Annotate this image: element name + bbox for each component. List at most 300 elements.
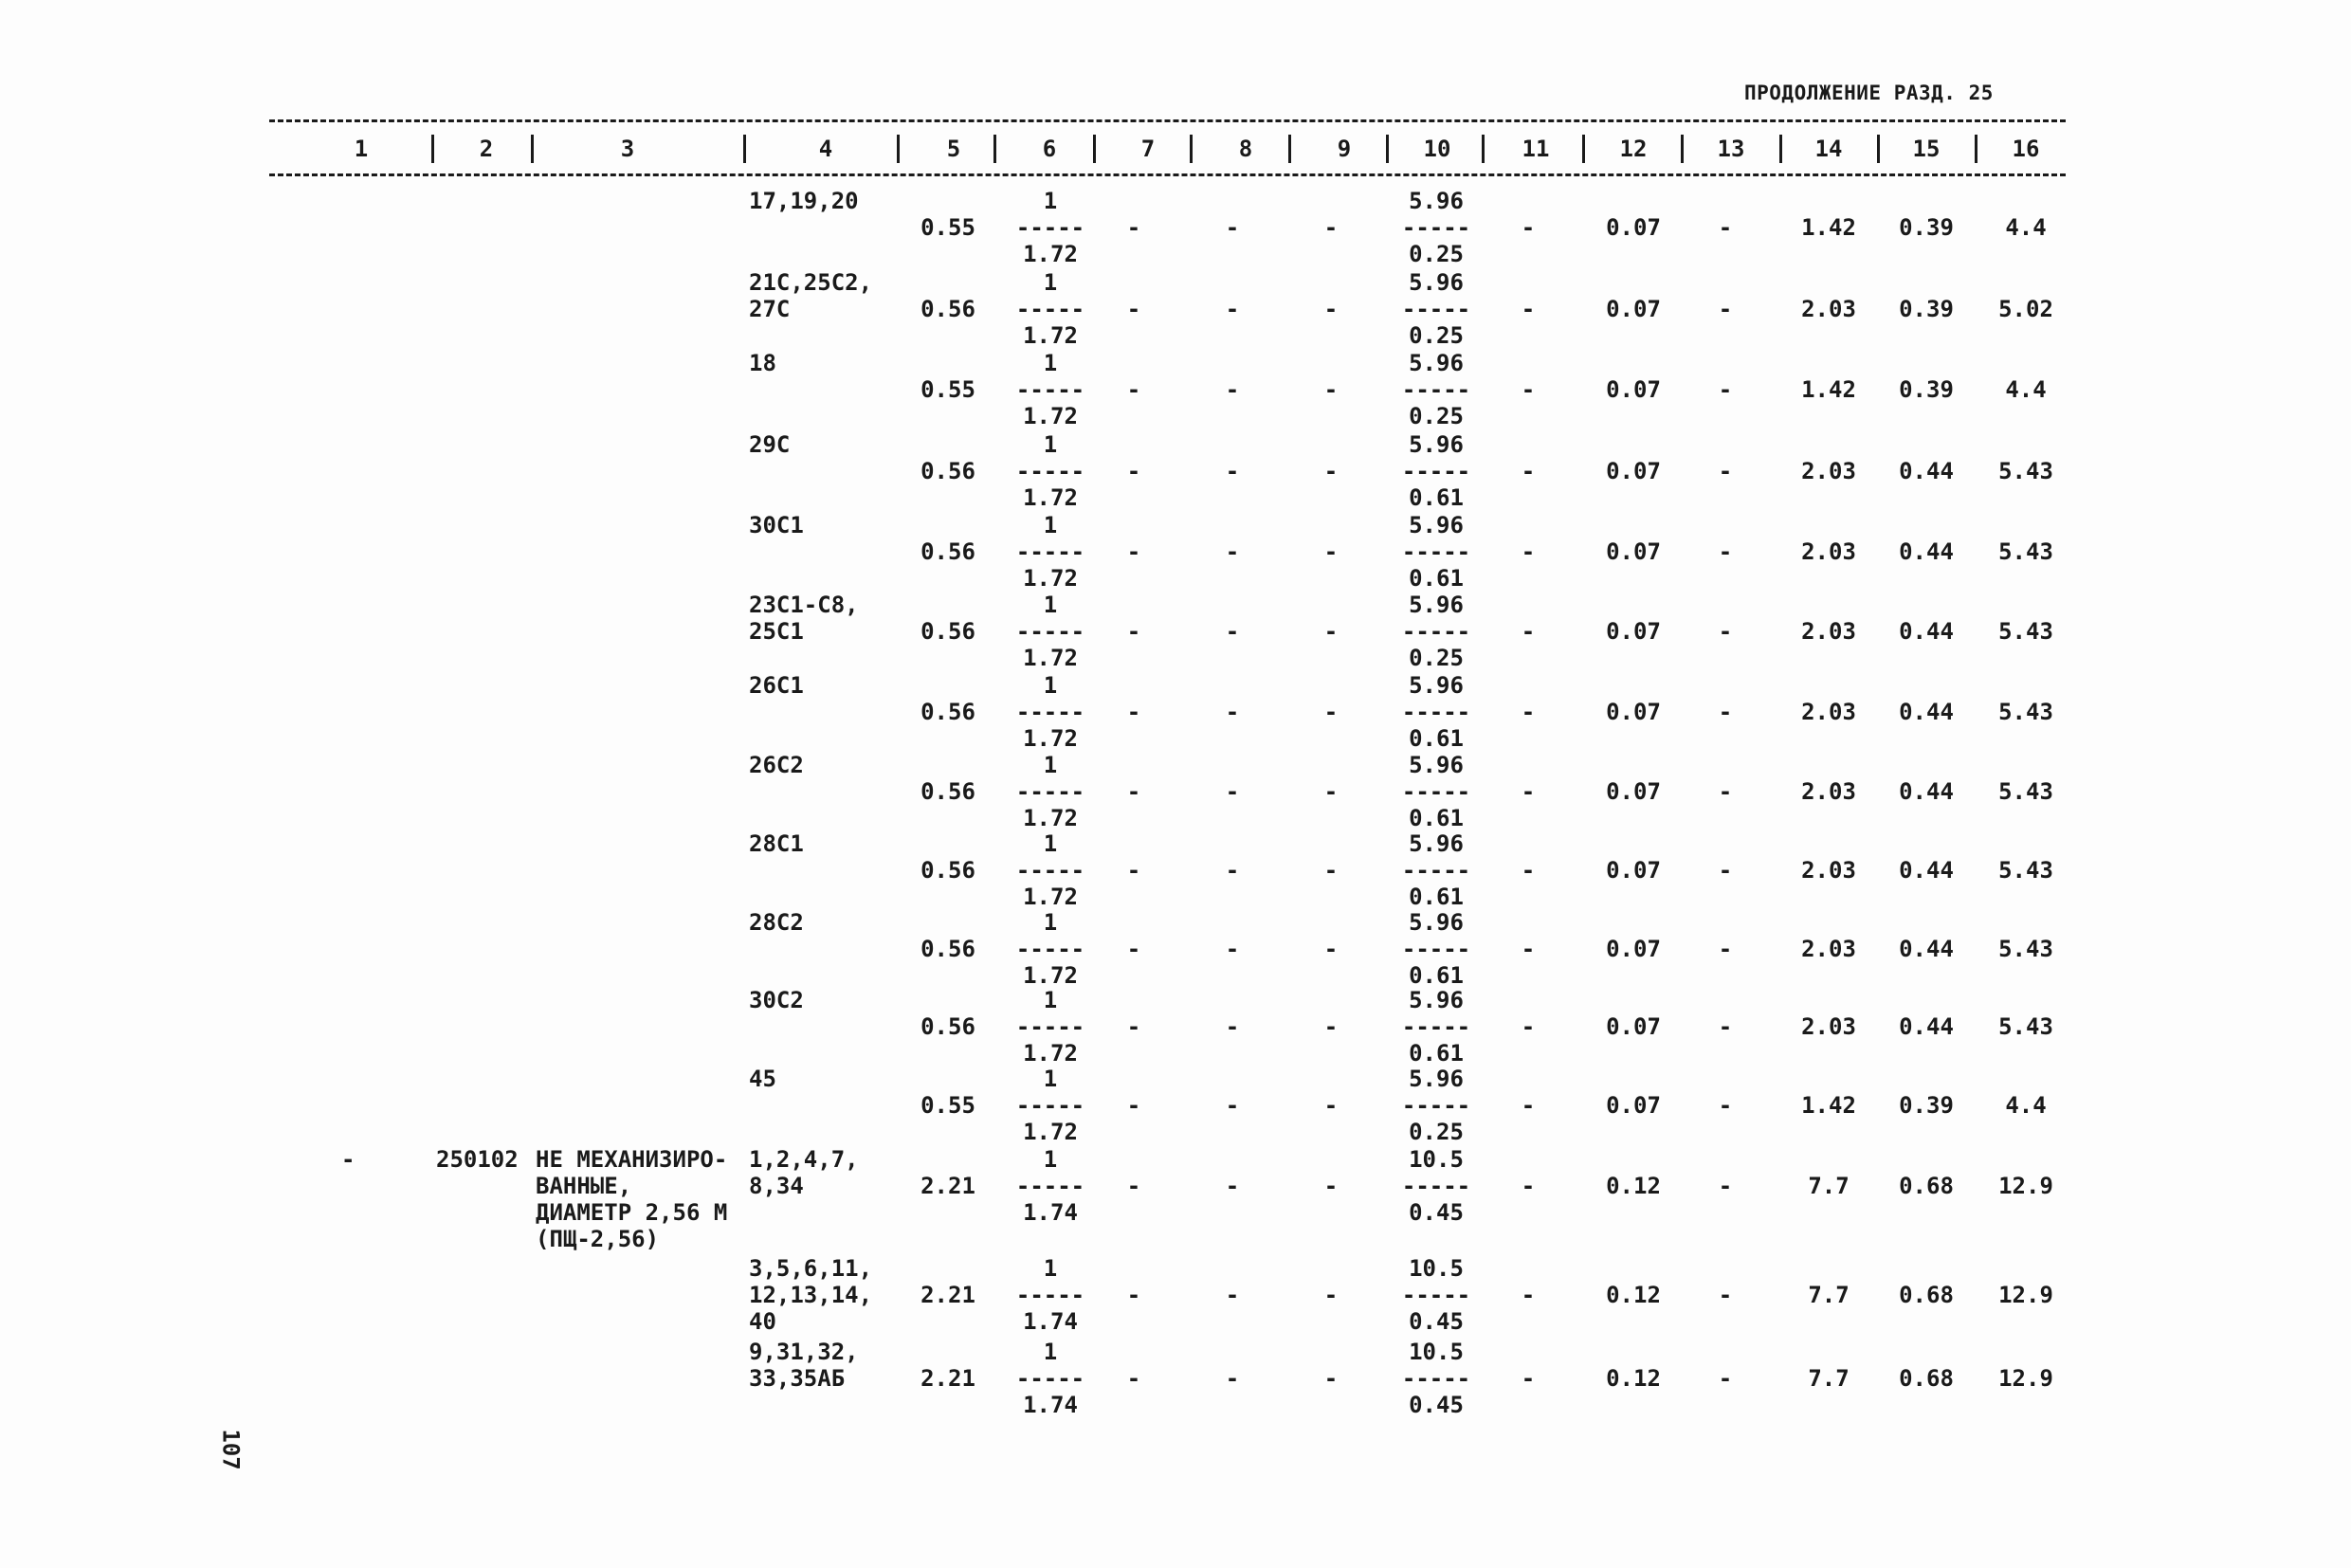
cell-col6-numerator: 1	[1043, 1066, 1058, 1092]
cell-col7: -	[1126, 376, 1141, 403]
cell-col12: 0.12	[1606, 1365, 1661, 1392]
cell-col12: 0.07	[1606, 699, 1661, 725]
cell-col4-line: 21С,25С2,	[749, 269, 873, 296]
cell-col13: -	[1718, 214, 1733, 241]
column-separator	[1190, 135, 1193, 163]
cell-col15: 0.44	[1899, 458, 1954, 484]
cell-col16: 4.4	[2005, 376, 2047, 403]
cell-col16: 5.02	[1998, 296, 2053, 322]
cell-col6-bar: -----	[1015, 1173, 1085, 1199]
column-header-11: 11	[1522, 136, 1550, 162]
cell-col6-numerator: 1	[1043, 830, 1058, 857]
cell-col12: 0.07	[1606, 857, 1661, 884]
cell-col7: -	[1126, 214, 1141, 241]
cell-col10-numerator: 5.96	[1409, 830, 1464, 857]
cell-col4-line: 1,2,4,7,	[749, 1146, 859, 1173]
cell-col14: 7.7	[1808, 1173, 1850, 1199]
cell-col15: 0.68	[1899, 1173, 1954, 1199]
cell-col10-numerator: 10.5	[1409, 1339, 1464, 1365]
cell-col16: 5.43	[1998, 936, 2053, 962]
cell-col7: -	[1126, 618, 1141, 645]
column-header-9: 9	[1337, 136, 1352, 162]
cell-name-line: (ПЩ-2,56)	[536, 1226, 660, 1252]
cell-col15: 0.39	[1899, 376, 1954, 403]
cell-col4-line: 25С1	[749, 618, 804, 645]
cell-col15: 0.44	[1899, 618, 1954, 645]
column-separator	[431, 135, 434, 163]
cell-col13: -	[1718, 1282, 1733, 1308]
cell-col10-bar: -----	[1401, 1173, 1471, 1199]
cell-col9: -	[1323, 1173, 1339, 1199]
column-header-6: 6	[1042, 136, 1057, 162]
column-header-4: 4	[818, 136, 833, 162]
cell-col8: -	[1225, 699, 1240, 725]
cell-col10-denominator: 0.25	[1409, 322, 1464, 349]
cell-col4-line: 8,34	[749, 1173, 804, 1199]
cell-col6-numerator: 1	[1043, 431, 1058, 458]
cell-col16: 12.9	[1998, 1365, 2053, 1392]
cell-col11: -	[1521, 376, 1536, 403]
cell-col14: 2.03	[1801, 857, 1856, 884]
cell-col6-numerator: 1	[1043, 987, 1058, 1013]
cell-col11: -	[1521, 857, 1536, 884]
cell-col6-numerator: 1	[1043, 909, 1058, 936]
cell-col10-bar: -----	[1401, 1365, 1471, 1392]
cell-col6-denominator: 1.72	[1023, 1040, 1078, 1067]
cell-col7: -	[1126, 778, 1141, 805]
cell-col14: 2.03	[1801, 538, 1856, 565]
cell-col6-bar: -----	[1015, 1282, 1085, 1308]
cell-col6-denominator: 1.72	[1023, 805, 1078, 831]
cell-col11: -	[1521, 214, 1536, 241]
cell-col9: -	[1323, 699, 1339, 725]
cell-col11: -	[1521, 699, 1536, 725]
cell-col6-numerator: 1	[1043, 350, 1058, 376]
cell-col10-denominator: 0.61	[1409, 725, 1464, 752]
cell-col6-bar: -----	[1015, 376, 1085, 403]
cell-col12: 0.12	[1606, 1282, 1661, 1308]
cell-col6-denominator: 1.72	[1023, 884, 1078, 910]
cell-col5: 0.56	[920, 1013, 975, 1040]
cell-col5: 0.56	[920, 778, 975, 805]
cell-col13: -	[1718, 376, 1733, 403]
cell-col8: -	[1225, 778, 1240, 805]
cell-col5: 0.56	[920, 538, 975, 565]
cell-col14: 2.03	[1801, 296, 1856, 322]
cell-col10-bar: -----	[1401, 1282, 1471, 1308]
cell-col6-numerator: 1	[1043, 1146, 1058, 1173]
cell-col8: -	[1225, 618, 1240, 645]
cell-col8: -	[1225, 1365, 1240, 1392]
column-separator	[1482, 135, 1485, 163]
cell-col6-numerator: 1	[1043, 672, 1058, 699]
cell-col5: 2.21	[920, 1173, 975, 1199]
cell-col14: 7.7	[1808, 1282, 1850, 1308]
cell-name-line: ВАННЫЕ,	[536, 1173, 632, 1199]
cell-col12: 0.07	[1606, 376, 1661, 403]
cell-col8: -	[1225, 857, 1240, 884]
cell-col10-bar: -----	[1401, 376, 1471, 403]
cell-col15: 0.44	[1899, 857, 1954, 884]
cell-col6-denominator: 1.72	[1023, 725, 1078, 752]
cell-col6-bar: -----	[1015, 1365, 1085, 1392]
cell-col4-line: 23С1-С8,	[749, 592, 859, 618]
cell-col4-line: 30С1	[749, 512, 804, 538]
cell-col5: 0.55	[920, 214, 975, 241]
cell-col12: 0.07	[1606, 458, 1661, 484]
cell-col6-denominator: 1.72	[1023, 565, 1078, 592]
cell-col16: 12.9	[1998, 1282, 2053, 1308]
cell-col4-line: 33,35АБ	[749, 1365, 846, 1392]
cell-col5: 0.56	[920, 458, 975, 484]
cell-col6-denominator: 1.72	[1023, 322, 1078, 349]
cell-col9: -	[1323, 936, 1339, 962]
cell-col13: -	[1718, 857, 1733, 884]
cell-col4-line: 29С	[749, 431, 791, 458]
cell-col6-denominator: 1.74	[1023, 1392, 1078, 1418]
cell-col6-denominator: 1.72	[1023, 403, 1078, 429]
cell-col6-bar: -----	[1015, 538, 1085, 565]
cell-col4-line: 40	[749, 1308, 776, 1335]
cell-col6-numerator: 1	[1043, 269, 1058, 296]
cell-col5: 2.21	[920, 1282, 975, 1308]
cell-col10-bar: -----	[1401, 296, 1471, 322]
cell-col11: -	[1521, 1092, 1536, 1119]
cell-col13: -	[1718, 699, 1733, 725]
cell-col13: -	[1718, 1365, 1733, 1392]
cell-col4-line: 28С2	[749, 909, 804, 936]
header-top-rule	[269, 119, 2066, 122]
cell-col7: -	[1126, 699, 1141, 725]
cell-col16: 5.43	[1998, 1013, 2053, 1040]
cell-col15: 0.68	[1899, 1282, 1954, 1308]
page-number: 107	[217, 1429, 245, 1470]
cell-col16: 4.4	[2005, 214, 2047, 241]
column-header-12: 12	[1619, 136, 1648, 162]
cell-col16: 5.43	[1998, 699, 2053, 725]
cell-col8: -	[1225, 1173, 1240, 1199]
cell-col11: -	[1521, 458, 1536, 484]
cell-col4-line: 30С2	[749, 987, 804, 1013]
cell-col9: -	[1323, 1365, 1339, 1392]
cell-col6-numerator: 1	[1043, 752, 1058, 778]
cell-col16: 5.43	[1998, 857, 2053, 884]
cell-col8: -	[1225, 214, 1240, 241]
cell-col9: -	[1323, 778, 1339, 805]
column-header-7: 7	[1140, 136, 1156, 162]
cell-col6-bar: -----	[1015, 296, 1085, 322]
cell-col11: -	[1521, 618, 1536, 645]
column-separator	[1779, 135, 1782, 163]
cell-col13: -	[1718, 778, 1733, 805]
cell-col6-numerator: 1	[1043, 1339, 1058, 1365]
cell-name-line: НЕ МЕХАНИЗИРО-	[536, 1146, 728, 1173]
cell-col15: 0.44	[1899, 936, 1954, 962]
cell-col11: -	[1521, 1365, 1536, 1392]
cell-col8: -	[1225, 538, 1240, 565]
cell-col10-bar: -----	[1401, 778, 1471, 805]
cell-col9: -	[1323, 618, 1339, 645]
cell-col12: 0.07	[1606, 1013, 1661, 1040]
cell-col6-numerator: 1	[1043, 188, 1058, 214]
column-header-2: 2	[479, 136, 494, 162]
column-header-16: 16	[2012, 136, 2040, 162]
cell-col5: 0.55	[920, 376, 975, 403]
cell-col10-numerator: 5.96	[1409, 592, 1464, 618]
column-header-15: 15	[1912, 136, 1941, 162]
cell-col16: 5.43	[1998, 538, 2053, 565]
cell-col7: -	[1126, 936, 1141, 962]
cell-col4-line: 9,31,32,	[749, 1339, 859, 1365]
column-separator	[993, 135, 996, 163]
cell-col6-numerator: 1	[1043, 1255, 1058, 1282]
cell-col8: -	[1225, 936, 1240, 962]
cell-col10-bar: -----	[1401, 214, 1471, 241]
cell-col4-line: 3,5,6,11,	[749, 1255, 873, 1282]
column-separator	[897, 135, 900, 163]
cell-col5: 0.56	[920, 936, 975, 962]
cell-col13: -	[1718, 1173, 1733, 1199]
cell-col6-denominator: 1.72	[1023, 241, 1078, 267]
cell-col6-numerator: 1	[1043, 512, 1058, 538]
cell-col16: 5.43	[1998, 618, 2053, 645]
cell-col16: 5.43	[1998, 458, 2053, 484]
column-header-14: 14	[1814, 136, 1843, 162]
cell-col13: -	[1718, 296, 1733, 322]
cell-col13: -	[1718, 618, 1733, 645]
cell-col4-line: 18	[749, 350, 776, 376]
cell-col6-bar: -----	[1015, 699, 1085, 725]
cell-col6-bar: -----	[1015, 857, 1085, 884]
cell-col10-denominator: 0.45	[1409, 1308, 1464, 1335]
column-header-1: 1	[354, 136, 369, 162]
cell-col10-numerator: 5.96	[1409, 350, 1464, 376]
cell-col15: 0.44	[1899, 1013, 1954, 1040]
cell-col7: -	[1126, 1092, 1141, 1119]
cell-col4-line: 28С1	[749, 830, 804, 857]
cell-col4-line: 26С2	[749, 752, 804, 778]
cell-col10-denominator: 0.45	[1409, 1392, 1464, 1418]
cell-col10-numerator: 5.96	[1409, 909, 1464, 936]
cell-col11: -	[1521, 296, 1536, 322]
cell-col15: 0.44	[1899, 699, 1954, 725]
cell-col14: 2.03	[1801, 699, 1856, 725]
cell-col7: -	[1126, 1365, 1141, 1392]
cell-col12: 0.07	[1606, 538, 1661, 565]
cell-col6-bar: -----	[1015, 778, 1085, 805]
cell-col7: -	[1126, 538, 1141, 565]
column-separator	[1093, 135, 1096, 163]
cell-col9: -	[1323, 1282, 1339, 1308]
cell-col6-denominator: 1.72	[1023, 645, 1078, 671]
cell-col5: 0.56	[920, 857, 975, 884]
cell-col10-denominator: 0.61	[1409, 565, 1464, 592]
cell-col10-denominator: 0.61	[1409, 805, 1464, 831]
cell-col10-denominator: 0.61	[1409, 484, 1464, 511]
cell-col8: -	[1225, 1013, 1240, 1040]
cell-col6-bar: -----	[1015, 936, 1085, 962]
column-header-10: 10	[1423, 136, 1451, 162]
column-separator	[1386, 135, 1389, 163]
cell-col14: 2.03	[1801, 458, 1856, 484]
cell-col7: -	[1126, 1013, 1141, 1040]
cell-col10-numerator: 5.96	[1409, 431, 1464, 458]
cell-col10-numerator: 5.96	[1409, 188, 1464, 214]
cell-col16: 4.4	[2005, 1092, 2047, 1119]
column-separator	[1681, 135, 1684, 163]
cell-col12: 0.07	[1606, 778, 1661, 805]
cell-col10-numerator: 5.96	[1409, 752, 1464, 778]
cell-col14: 2.03	[1801, 618, 1856, 645]
cell-col10-numerator: 5.96	[1409, 987, 1464, 1013]
cell-col5: 2.21	[920, 1365, 975, 1392]
cell-col14: 1.42	[1801, 1092, 1856, 1119]
cell-col5: 0.56	[920, 296, 975, 322]
cell-col6-denominator: 1.74	[1023, 1199, 1078, 1226]
cell-col7: -	[1126, 458, 1141, 484]
cell-col6-denominator: 1.72	[1023, 484, 1078, 511]
cell-col11: -	[1521, 1282, 1536, 1308]
cell-col4-line: 17,19,20	[749, 188, 859, 214]
cell-col10-denominator: 0.61	[1409, 884, 1464, 910]
cell-col13: -	[1718, 936, 1733, 962]
cell-col13: -	[1718, 1013, 1733, 1040]
column-header-13: 13	[1717, 136, 1745, 162]
cell-col10-numerator: 10.5	[1409, 1146, 1464, 1173]
cell-col12: 0.07	[1606, 936, 1661, 962]
cell-col14: 2.03	[1801, 936, 1856, 962]
cell-col11: -	[1521, 936, 1536, 962]
cell-col12: 0.07	[1606, 1092, 1661, 1119]
cell-col7: -	[1126, 1173, 1141, 1199]
cell-col10-bar: -----	[1401, 1013, 1471, 1040]
cell-col8: -	[1225, 1282, 1240, 1308]
cell-col10-bar: -----	[1401, 618, 1471, 645]
cell-col6-denominator: 1.72	[1023, 962, 1078, 989]
cell-col15: 0.39	[1899, 296, 1954, 322]
cell-col10-denominator: 0.61	[1409, 962, 1464, 989]
cell-col11: -	[1521, 778, 1536, 805]
cell-col9: -	[1323, 296, 1339, 322]
cell-col9: -	[1323, 458, 1339, 484]
cell-col10-denominator: 0.45	[1409, 1199, 1464, 1226]
cell-col6-bar: -----	[1015, 1013, 1085, 1040]
cell-col6-denominator: 1.74	[1023, 1308, 1078, 1335]
column-header-8: 8	[1238, 136, 1253, 162]
cell-col10-numerator: 10.5	[1409, 1255, 1464, 1282]
cell-col6-bar: -----	[1015, 618, 1085, 645]
cell-col11: -	[1521, 1013, 1536, 1040]
cell-col9: -	[1323, 376, 1339, 403]
cell-col15: 0.39	[1899, 1092, 1954, 1119]
cell-col4-line: 26С1	[749, 672, 804, 699]
cell-col9: -	[1323, 1013, 1339, 1040]
cell-col12: 0.07	[1606, 214, 1661, 241]
cell-col6-bar: -----	[1015, 1092, 1085, 1119]
column-header-5: 5	[946, 136, 961, 162]
cell-col10-denominator: 0.61	[1409, 1040, 1464, 1067]
cell-col8: -	[1225, 376, 1240, 403]
cell-col10-denominator: 0.25	[1409, 645, 1464, 671]
cell-col7: -	[1126, 296, 1141, 322]
cell-col10-bar: -----	[1401, 936, 1471, 962]
cell-col5: 0.56	[920, 699, 975, 725]
cell-col8: -	[1225, 1092, 1240, 1119]
cell-col8: -	[1225, 458, 1240, 484]
cell-col1: -	[341, 1146, 355, 1173]
cell-col11: -	[1521, 1173, 1536, 1199]
cell-col6-denominator: 1.72	[1023, 1119, 1078, 1145]
cell-col5: 0.56	[920, 618, 975, 645]
cell-col11: -	[1521, 538, 1536, 565]
cell-col10-denominator: 0.25	[1409, 1119, 1464, 1145]
continuation-label: ПРОДОЛЖЕНИЕ РАЗД. 25	[1744, 82, 1994, 104]
cell-col10-bar: -----	[1401, 699, 1471, 725]
cell-col13: -	[1718, 538, 1733, 565]
cell-col9: -	[1323, 214, 1339, 241]
cell-code: 250102	[436, 1146, 519, 1173]
cell-col13: -	[1718, 458, 1733, 484]
cell-col16: 5.43	[1998, 778, 2053, 805]
cell-col14: 2.03	[1801, 1013, 1856, 1040]
cell-col15: 0.44	[1899, 538, 1954, 565]
cell-col6-numerator: 1	[1043, 592, 1058, 618]
cell-col10-numerator: 5.96	[1409, 672, 1464, 699]
cell-col10-numerator: 5.96	[1409, 269, 1464, 296]
cell-col10-bar: -----	[1401, 1092, 1471, 1119]
cell-col4-line: 12,13,14,	[749, 1282, 873, 1308]
cell-col15: 0.68	[1899, 1365, 1954, 1392]
header-bottom-rule	[269, 173, 2066, 176]
cell-col10-denominator: 0.25	[1409, 241, 1464, 267]
cell-col10-bar: -----	[1401, 857, 1471, 884]
cell-col10-bar: -----	[1401, 458, 1471, 484]
cell-col10-denominator: 0.25	[1409, 403, 1464, 429]
cell-col5: 0.55	[920, 1092, 975, 1119]
cell-col15: 0.44	[1899, 778, 1954, 805]
cell-col9: -	[1323, 1092, 1339, 1119]
cell-col9: -	[1323, 538, 1339, 565]
cell-col14: 7.7	[1808, 1365, 1850, 1392]
column-separator	[1288, 135, 1291, 163]
cell-col6-bar: -----	[1015, 214, 1085, 241]
column-separator	[743, 135, 746, 163]
cell-col10-numerator: 5.96	[1409, 512, 1464, 538]
column-header-3: 3	[620, 136, 635, 162]
cell-col7: -	[1126, 857, 1141, 884]
column-separator	[531, 135, 534, 163]
cell-col12: 0.07	[1606, 296, 1661, 322]
cell-col12: 0.12	[1606, 1173, 1661, 1199]
cell-col14: 1.42	[1801, 376, 1856, 403]
cell-col15: 0.39	[1899, 214, 1954, 241]
cell-col10-numerator: 5.96	[1409, 1066, 1464, 1092]
cell-col14: 1.42	[1801, 214, 1856, 241]
cell-col16: 12.9	[1998, 1173, 2053, 1199]
cell-col7: -	[1126, 1282, 1141, 1308]
column-separator	[1975, 135, 1977, 163]
cell-name-line: ДИАМЕТР 2,56 М	[536, 1199, 728, 1226]
cell-col12: 0.07	[1606, 618, 1661, 645]
cell-col13: -	[1718, 1092, 1733, 1119]
cell-col9: -	[1323, 857, 1339, 884]
cell-col6-bar: -----	[1015, 458, 1085, 484]
cell-col8: -	[1225, 296, 1240, 322]
cell-col14: 2.03	[1801, 778, 1856, 805]
column-separator	[1582, 135, 1585, 163]
cell-col10-bar: -----	[1401, 538, 1471, 565]
cell-col4-line: 45	[749, 1066, 776, 1092]
